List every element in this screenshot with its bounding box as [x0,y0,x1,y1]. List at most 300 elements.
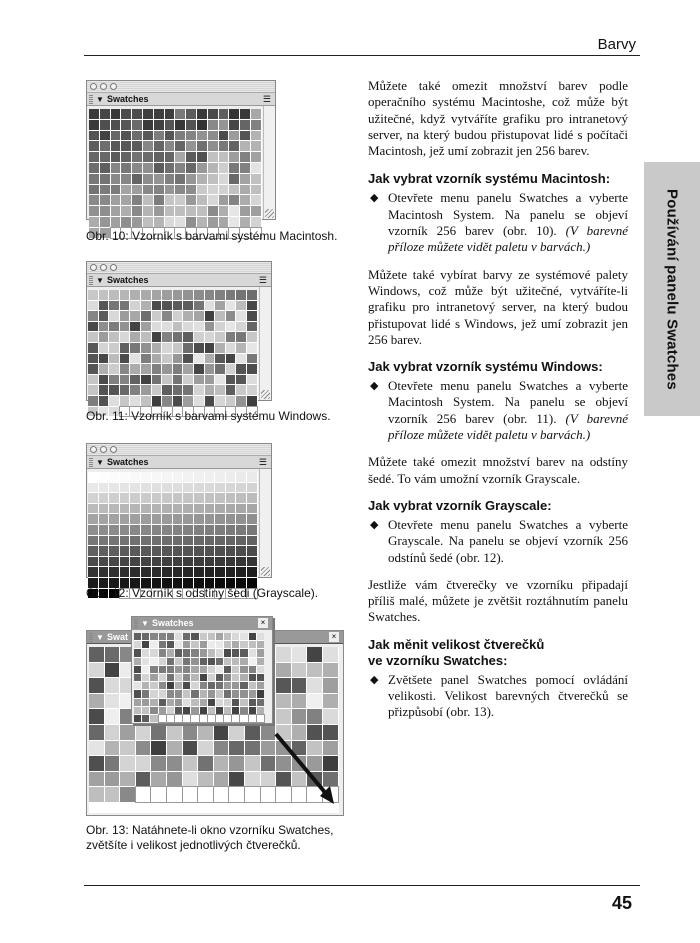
swatch[interactable] [130,375,140,385]
swatch[interactable] [165,185,175,195]
swatch[interactable] [183,546,193,556]
swatch[interactable] [236,375,246,385]
swatch[interactable] [89,741,104,756]
swatch[interactable] [132,217,142,227]
close-icon[interactable]: × [329,632,339,642]
swatch[interactable] [208,109,218,119]
swatch[interactable] [89,195,99,205]
swatch[interactable] [183,332,193,342]
swatch[interactable] [236,364,246,374]
swatch[interactable] [219,120,229,130]
swatch[interactable] [194,322,204,332]
swatch[interactable] [120,301,130,311]
swatch[interactable] [191,641,198,648]
swatch[interactable] [141,557,151,567]
swatch[interactable] [208,649,215,656]
swatch[interactable] [136,756,151,771]
swatch[interactable] [224,674,231,681]
swatch[interactable] [200,699,207,706]
swatch[interactable] [247,493,257,503]
swatch[interactable] [194,301,204,311]
swatch[interactable] [236,557,246,567]
swatch[interactable] [89,709,104,724]
swatch[interactable] [232,707,239,714]
swatch[interactable] [219,109,229,119]
swatch[interactable] [100,206,110,216]
swatch[interactable] [208,185,218,195]
swatch[interactable] [89,647,104,662]
swatch[interactable] [257,633,264,640]
swatch[interactable] [120,557,130,567]
swatch[interactable] [257,682,264,689]
swatch[interactable] [292,663,307,678]
swatch[interactable] [175,152,185,162]
swatch[interactable] [136,787,151,802]
swatch[interactable] [226,493,236,503]
swatch[interactable] [143,120,153,130]
swatch[interactable] [121,141,131,151]
swatch[interactable] [236,343,246,353]
swatch[interactable] [165,206,175,216]
swatch[interactable] [323,694,338,709]
swatch[interactable] [216,649,223,656]
swatch[interactable] [173,354,183,364]
window-buttons-icon[interactable] [90,446,117,453]
swatch[interactable] [173,375,183,385]
swatch[interactable] [205,311,215,321]
swatch[interactable] [191,715,198,722]
swatch[interactable] [219,195,229,205]
swatch[interactable] [249,715,256,722]
swatch[interactable] [219,163,229,173]
swatch[interactable] [251,174,261,184]
swatch[interactable] [162,343,172,353]
swatch[interactable] [134,641,141,648]
scrollbar[interactable] [259,287,271,400]
swatch[interactable] [105,741,120,756]
swatch[interactable] [214,725,229,740]
swatch[interactable] [162,504,172,514]
swatch[interactable] [208,699,215,706]
swatch[interactable] [88,546,98,556]
swatch[interactable] [251,217,261,227]
swatch[interactable] [162,375,172,385]
swatch[interactable] [183,343,193,353]
swatch[interactable] [232,666,239,673]
swatch[interactable] [151,741,166,756]
swatch[interactable] [200,674,207,681]
swatch[interactable] [141,514,151,524]
swatch[interactable] [183,707,190,714]
swatch[interactable] [109,567,119,577]
swatch[interactable] [105,787,120,802]
window-titlebar[interactable] [87,444,271,456]
swatch[interactable] [89,185,99,195]
swatch[interactable] [183,715,190,722]
swatch[interactable] [205,557,215,567]
swatch[interactable] [257,715,264,722]
swatch[interactable] [249,674,256,681]
swatch[interactable] [100,120,110,130]
swatch[interactable] [154,217,164,227]
swatch[interactable] [167,674,174,681]
swatch[interactable] [152,385,162,395]
swatch[interactable] [165,141,175,151]
swatch[interactable] [194,332,204,342]
swatch[interactable] [132,120,142,130]
swatch[interactable] [276,647,291,662]
swatch[interactable] [175,141,185,151]
swatch[interactable] [229,174,239,184]
swatch[interactable] [257,674,264,681]
swatch[interactable] [205,546,215,556]
swatch[interactable] [152,525,162,535]
swatch[interactable] [307,678,322,693]
swatch[interactable] [224,666,231,673]
swatch[interactable] [89,109,99,119]
swatch[interactable] [100,109,110,119]
swatch[interactable] [240,217,250,227]
swatch[interactable] [175,682,182,689]
swatch[interactable] [173,493,183,503]
swatch[interactable] [226,311,236,321]
swatch[interactable] [247,375,257,385]
swatch[interactable] [165,174,175,184]
swatch[interactable] [215,301,225,311]
swatch[interactable] [194,385,204,395]
swatch[interactable] [175,131,185,141]
swatch[interactable] [142,682,149,689]
swatch[interactable] [197,141,207,151]
swatch[interactable] [175,163,185,173]
swatch[interactable] [208,641,215,648]
swatch[interactable] [251,152,261,162]
swatch[interactable] [232,715,239,722]
swatch[interactable] [173,301,183,311]
swatch[interactable] [198,725,213,740]
swatch[interactable] [134,690,141,697]
swatch[interactable] [200,633,207,640]
swatch[interactable] [141,343,151,353]
swatch[interactable] [249,699,256,706]
swatch[interactable] [208,633,215,640]
swatch[interactable] [173,290,183,300]
swatch[interactable] [142,715,149,722]
swatch[interactable] [208,141,218,151]
swatch[interactable] [215,364,225,374]
swatch[interactable] [183,682,190,689]
swatch[interactable] [167,649,174,656]
swatch[interactable] [194,472,204,482]
swatch[interactable] [205,514,215,524]
swatch[interactable] [167,725,182,740]
scrollbar[interactable] [263,106,275,219]
swatch[interactable] [183,322,193,332]
swatch[interactable] [173,364,183,374]
swatch[interactable] [89,174,99,184]
swatch[interactable] [88,493,98,503]
swatch[interactable] [134,699,141,706]
swatch[interactable] [109,472,119,482]
resize-handle-icon[interactable] [265,209,274,218]
swatch[interactable] [183,472,193,482]
swatch[interactable] [99,343,109,353]
swatch[interactable] [247,557,257,567]
swatch[interactable] [88,322,98,332]
swatch[interactable] [236,354,246,364]
swatch[interactable] [229,131,239,141]
swatch[interactable] [186,185,196,195]
swatch[interactable] [240,185,250,195]
swatch[interactable] [154,195,164,205]
swatch[interactable] [88,311,98,321]
swatch[interactable] [105,694,120,709]
swatch[interactable] [121,217,131,227]
swatch[interactable] [240,131,250,141]
swatch[interactable] [240,674,247,681]
swatch[interactable] [150,682,157,689]
swatch[interactable] [183,354,193,364]
swatch[interactable] [151,787,166,802]
swatch[interactable] [142,674,149,681]
swatch[interactable] [198,772,213,787]
swatch[interactable] [183,649,190,656]
swatch[interactable] [226,483,236,493]
swatch[interactable] [141,567,151,577]
swatch[interactable] [99,364,109,374]
swatch[interactable] [197,217,207,227]
swatch[interactable] [276,678,291,693]
swatch[interactable] [232,699,239,706]
swatch[interactable] [173,322,183,332]
swatch[interactable] [162,311,172,321]
swatch[interactable] [236,322,246,332]
swatch[interactable] [132,174,142,184]
swatch[interactable] [232,649,239,656]
swatch[interactable] [236,514,246,524]
swatch[interactable] [208,174,218,184]
swatch[interactable] [111,141,121,151]
swatch[interactable] [120,472,130,482]
swatch[interactable] [109,301,119,311]
swatch[interactable] [142,649,149,656]
swatch[interactable] [236,546,246,556]
swatch[interactable] [208,707,215,714]
swatch[interactable] [183,557,193,567]
swatch[interactable] [173,311,183,321]
swatch[interactable] [111,195,121,205]
swatch[interactable] [247,332,257,342]
swatch[interactable] [109,514,119,524]
swatch[interactable] [167,741,182,756]
swatch[interactable] [205,396,215,406]
swatch[interactable] [249,682,256,689]
swatch[interactable] [240,715,247,722]
swatch[interactable] [251,109,261,119]
swatch[interactable] [183,674,190,681]
swatch[interactable] [152,493,162,503]
swatch[interactable] [132,141,142,151]
swatch[interactable] [143,152,153,162]
swatch[interactable] [130,311,140,321]
swatch[interactable] [240,649,247,656]
swatch[interactable] [197,109,207,119]
swatch-grid[interactable] [88,290,258,416]
swatch[interactable] [247,536,257,546]
swatch[interactable] [165,152,175,162]
swatch[interactable] [141,332,151,342]
swatch[interactable] [89,678,104,693]
swatch[interactable] [226,472,236,482]
swatch[interactable] [236,567,246,577]
swatch[interactable] [162,396,172,406]
swatch[interactable] [229,217,239,227]
swatch[interactable] [152,311,162,321]
swatch[interactable] [99,557,109,567]
swatch[interactable] [109,343,119,353]
swatch[interactable] [99,504,109,514]
swatch[interactable] [215,311,225,321]
swatch[interactable] [111,174,121,184]
swatch[interactable] [134,666,141,673]
swatch[interactable] [173,396,183,406]
swatch[interactable] [88,567,98,577]
swatch[interactable] [247,311,257,321]
swatch[interactable] [229,787,244,802]
close-icon[interactable]: × [258,618,268,628]
swatch[interactable] [236,311,246,321]
swatch[interactable] [173,483,183,493]
swatch[interactable] [249,641,256,648]
swatch[interactable] [100,174,110,184]
swatch[interactable] [89,152,99,162]
swatch[interactable] [247,322,257,332]
swatch[interactable] [111,217,121,227]
swatch[interactable] [323,678,338,693]
swatch[interactable] [175,185,185,195]
swatch[interactable] [99,354,109,364]
swatch[interactable] [186,174,196,184]
swatch[interactable] [216,666,223,673]
swatch[interactable] [143,195,153,205]
swatch[interactable] [88,364,98,374]
swatch[interactable] [152,567,162,577]
swatch[interactable] [205,322,215,332]
swatch[interactable] [236,301,246,311]
swatch[interactable] [200,690,207,697]
swatch[interactable] [186,109,196,119]
swatch[interactable] [120,567,130,577]
swatch[interactable] [251,120,261,130]
swatch[interactable] [109,332,119,342]
swatch[interactable] [183,567,193,577]
swatch[interactable] [89,787,104,802]
swatch[interactable] [165,163,175,173]
swatch[interactable] [214,756,229,771]
swatch[interactable] [251,195,261,205]
swatch[interactable] [205,301,215,311]
swatch[interactable] [236,536,246,546]
swatch[interactable] [173,514,183,524]
swatch[interactable] [173,536,183,546]
swatch[interactable] [198,787,213,802]
swatch[interactable] [159,658,166,665]
swatch[interactable] [247,483,257,493]
swatch[interactable] [136,725,151,740]
swatch[interactable] [109,290,119,300]
swatch[interactable] [111,206,121,216]
swatch[interactable] [194,525,204,535]
swatch[interactable] [150,649,157,656]
swatch[interactable] [167,772,182,787]
swatch[interactable] [183,301,193,311]
swatch[interactable] [175,715,182,722]
swatch[interactable] [150,674,157,681]
swatch[interactable] [121,152,131,162]
swatch[interactable] [88,536,98,546]
swatch[interactable] [159,690,166,697]
swatch[interactable] [183,756,198,771]
swatch[interactable] [247,364,257,374]
swatch[interactable] [251,141,261,151]
swatch[interactable] [183,493,193,503]
swatch[interactable] [167,666,174,673]
swatch[interactable] [226,301,236,311]
swatch[interactable] [100,141,110,151]
swatch[interactable] [162,567,172,577]
swatch[interactable] [132,185,142,195]
swatch[interactable] [154,120,164,130]
swatch[interactable] [215,483,225,493]
swatch[interactable] [226,343,236,353]
swatch[interactable] [120,396,130,406]
swatch[interactable] [141,396,151,406]
swatch[interactable] [130,472,140,482]
swatch[interactable] [208,120,218,130]
swatch[interactable] [88,290,98,300]
swatch[interactable] [121,120,131,130]
scrollbar[interactable] [259,469,271,577]
swatch[interactable] [121,109,131,119]
swatch-grid[interactable] [134,633,264,722]
swatch[interactable] [130,364,140,374]
swatch[interactable] [109,525,119,535]
swatch[interactable] [229,185,239,195]
swatch[interactable] [186,152,196,162]
swatch[interactable] [134,658,141,665]
swatch[interactable] [167,699,174,706]
swatch[interactable] [247,546,257,556]
swatch[interactable] [226,385,236,395]
swatch[interactable] [251,185,261,195]
swatch[interactable] [215,290,225,300]
swatch[interactable] [194,514,204,524]
swatch[interactable] [191,682,198,689]
swatch[interactable] [197,120,207,130]
swatch[interactable] [236,396,246,406]
swatch[interactable] [236,472,246,482]
swatch[interactable] [229,772,244,787]
swatch[interactable] [105,663,120,678]
swatch[interactable] [162,322,172,332]
swatch[interactable] [247,290,257,300]
swatch[interactable] [240,658,247,665]
swatch[interactable] [197,206,207,216]
swatch[interactable] [247,514,257,524]
swatch[interactable] [152,343,162,353]
swatch[interactable] [219,152,229,162]
swatch[interactable] [245,725,260,740]
